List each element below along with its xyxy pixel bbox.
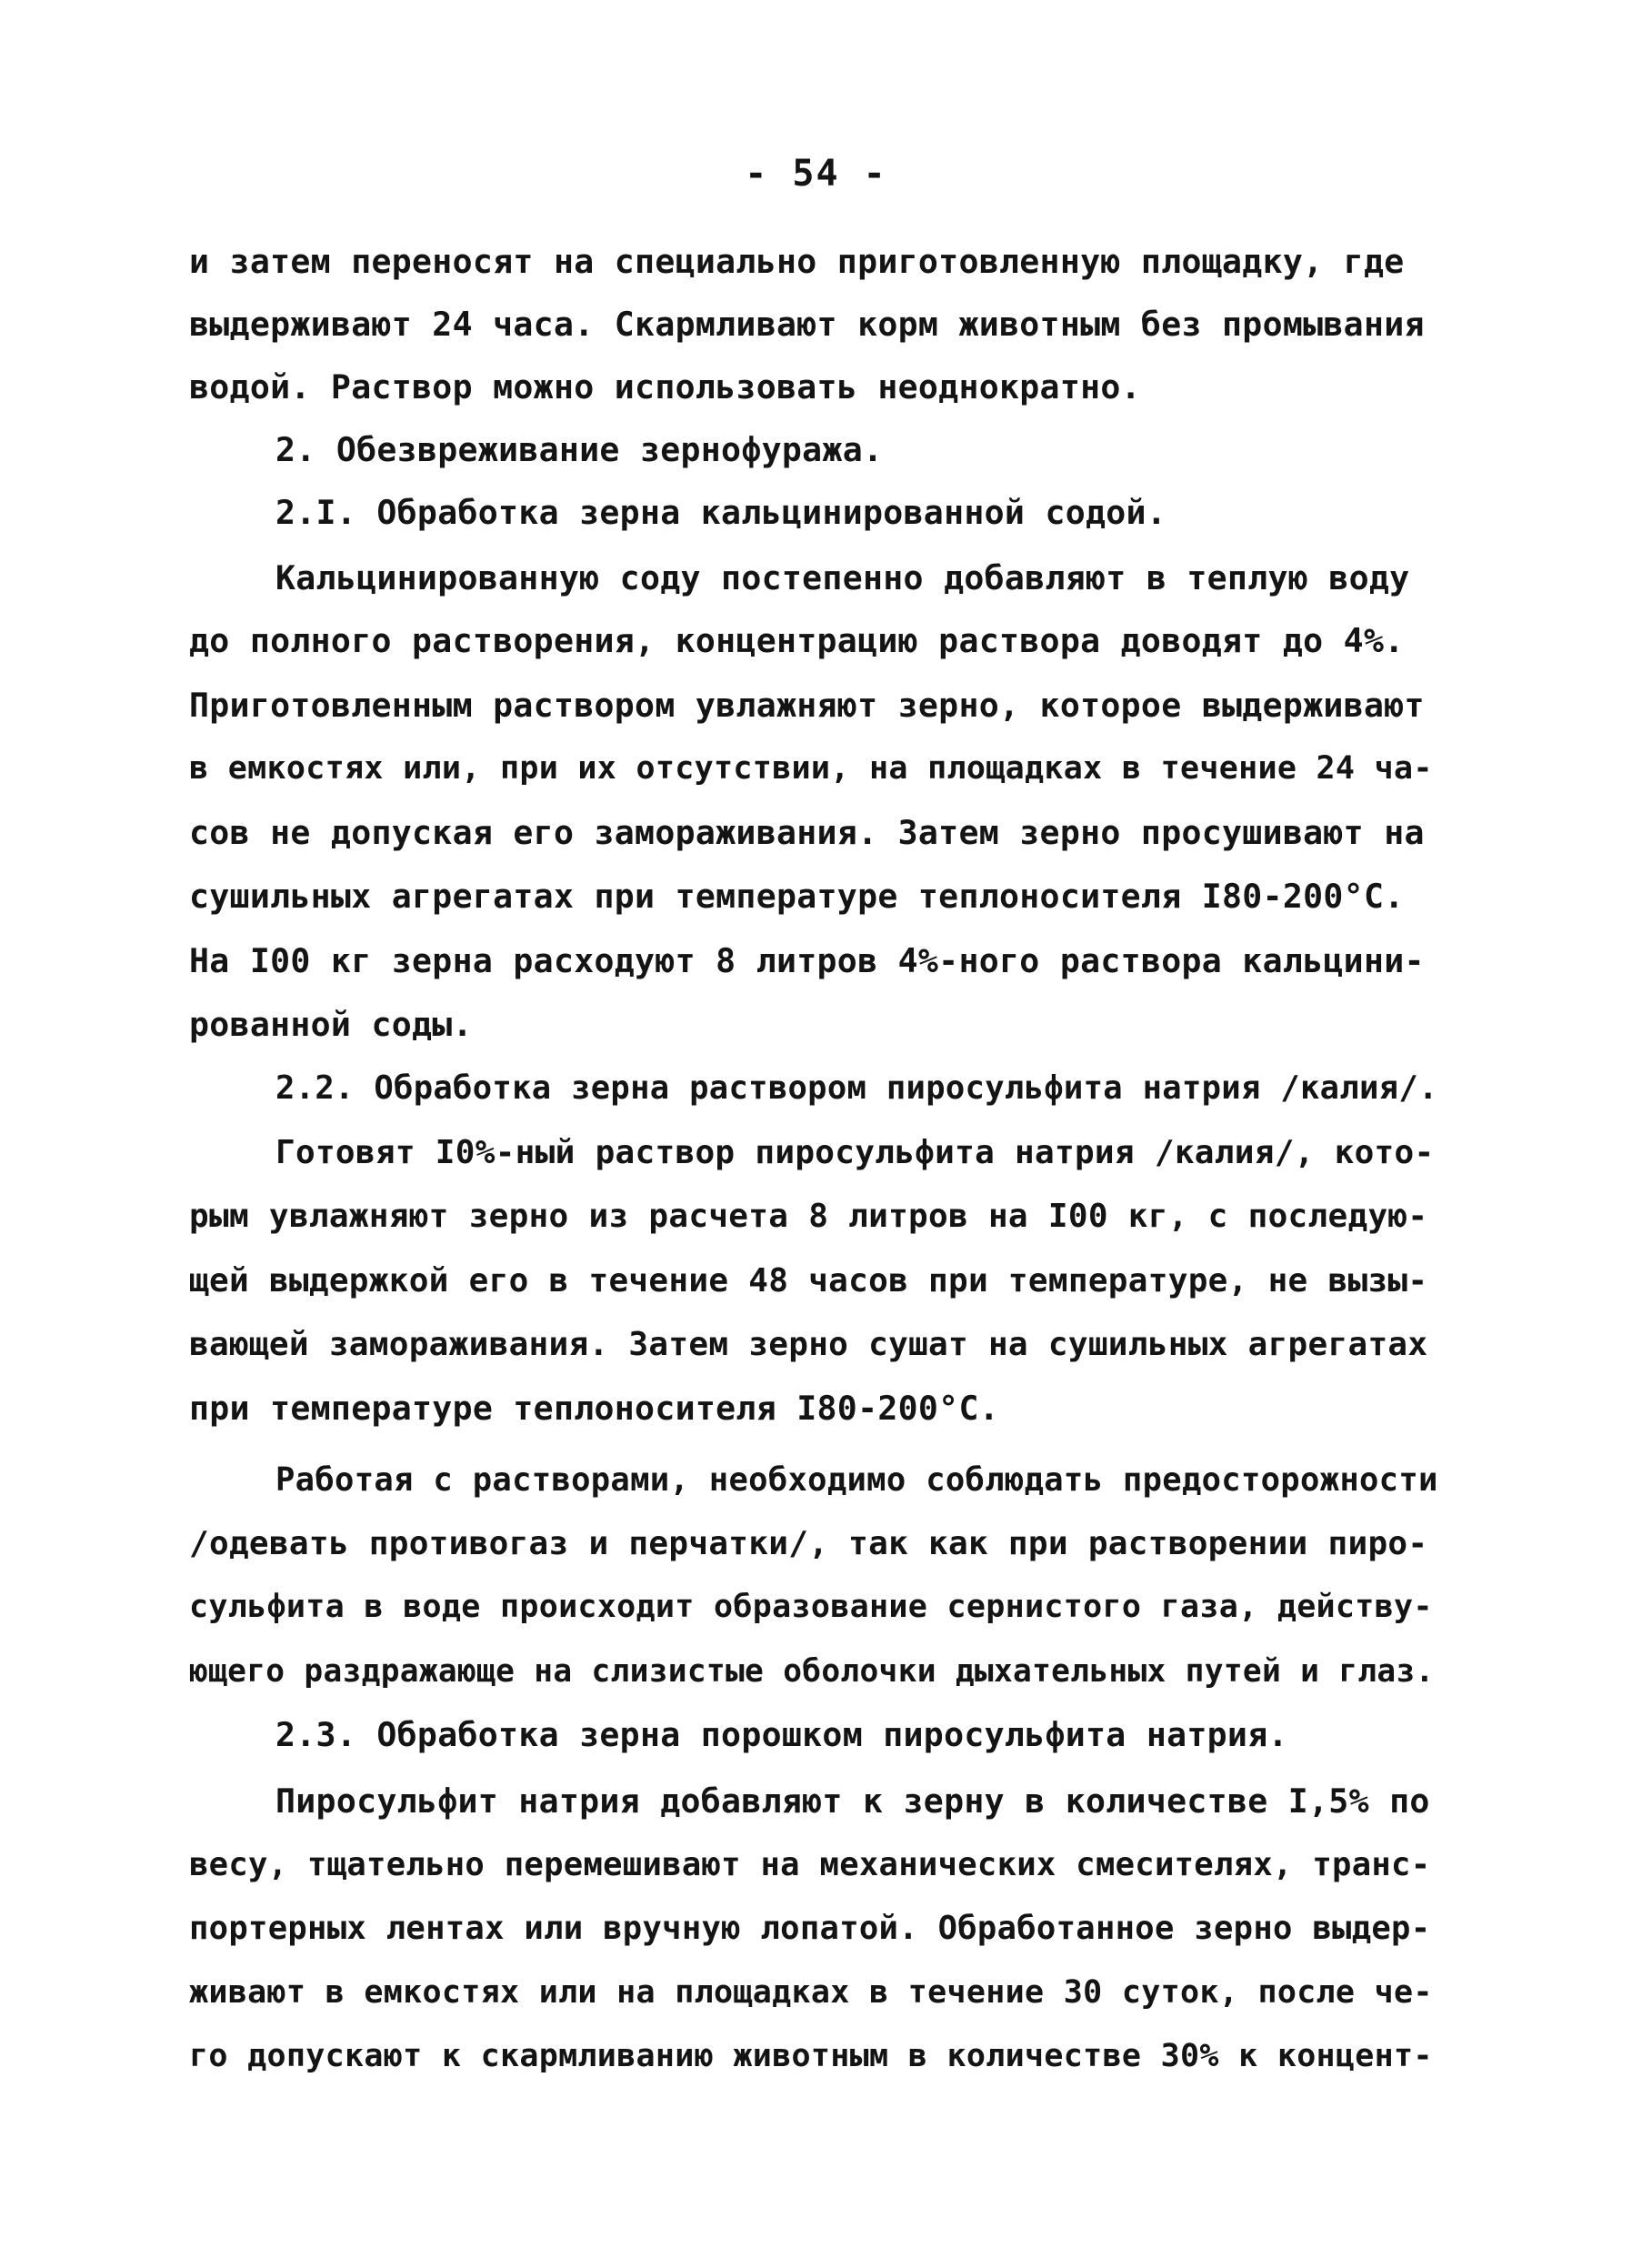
text-line: сов не допуская его замораживания. Затем зерно просушивают на <box>189 813 1425 852</box>
text-line: щей выдержкой его в течение 48 часов при температуре, не вызы- <box>189 1262 1428 1300</box>
text-line: сушильных агрегатах при температуре теплоносителя I80-200°С. <box>189 877 1405 916</box>
text-line: в емкостях или, при их отсутствии, на площадках в течение 24 ча- <box>189 750 1433 787</box>
text-line: при температуре теплоносителя I80-200°С. <box>189 1389 999 1428</box>
text-line: Готовят I0%-ный раствор пиросульфита натрия /калия/, кото- <box>275 1134 1435 1171</box>
text-line: вающей замораживания. Затем зерно сушат на сушильных агрегатах <box>189 1326 1428 1363</box>
text-line: весу, тщательно перемешивают на механических смесителях, транс- <box>189 1846 1431 1883</box>
text-line: Кальцинированную соду постепенно добавляют в теплую воду <box>275 558 1410 597</box>
text-line: /одевать противогаз и перчатки/, так как при растворении пиро- <box>189 1525 1428 1562</box>
subsection-heading: 2.I. Обработка зерна кальцинированной содой. <box>275 493 1167 532</box>
text-line: до полного растворения, концентрацию раствора доводят до 4%. <box>189 621 1405 660</box>
text-line: и затем переносят на специально приготовленную площадку, где <box>189 242 1405 281</box>
section-heading: 2. Обезвреживание зернофуража. <box>275 430 884 469</box>
text-line: рым увлажняют зерно из расчета 8 литров на I00 кг, с последую- <box>189 1198 1428 1235</box>
text-line: го допускают к скармливанию животным в количестве 30% к концент- <box>189 2038 1433 2074</box>
text-line: ющего раздражающе на слизистые оболочки дыхательных путей и глаз. <box>189 1653 1435 1690</box>
text-line: сульфита в воде происходит образование сернистого газа, действу- <box>189 1589 1433 1625</box>
text-line: Пиросульфит натрия добавляют к зерну в количестве I,5% по <box>275 1781 1430 1821</box>
subsection-heading: 2.2. Обработка зерна раствором пиросульфита натрия /калия/. <box>275 1069 1438 1107</box>
text-line: портерных лентах или вручную лопатой. Обработанное зерно выдер- <box>189 1910 1431 1947</box>
subsection-heading: 2.3. Обработка зерна порошком пиросульфита натрия. <box>275 1715 1288 1754</box>
text-line: выдерживают 24 часа. Скармливают корм животным без промывания <box>189 305 1425 344</box>
text-line: На I00 кг зерна расходуют 8 литров 4%-ного раствора кальцини- <box>189 941 1425 980</box>
text-line: живают в емкостях или на площадках в течение 30 суток, после че- <box>189 1974 1433 2011</box>
text-line: водой. Раствор можно использовать неоднократно. <box>189 367 1141 406</box>
text-line: рованной соды. <box>189 1005 473 1044</box>
text-line: Приготовленным раствором увлажняют зерно, которое выдерживают <box>189 686 1425 725</box>
text-line: Работая с растворами, необходимо соблюдать предосторожности <box>275 1461 1438 1499</box>
page-number: - 54 - <box>745 153 887 195</box>
